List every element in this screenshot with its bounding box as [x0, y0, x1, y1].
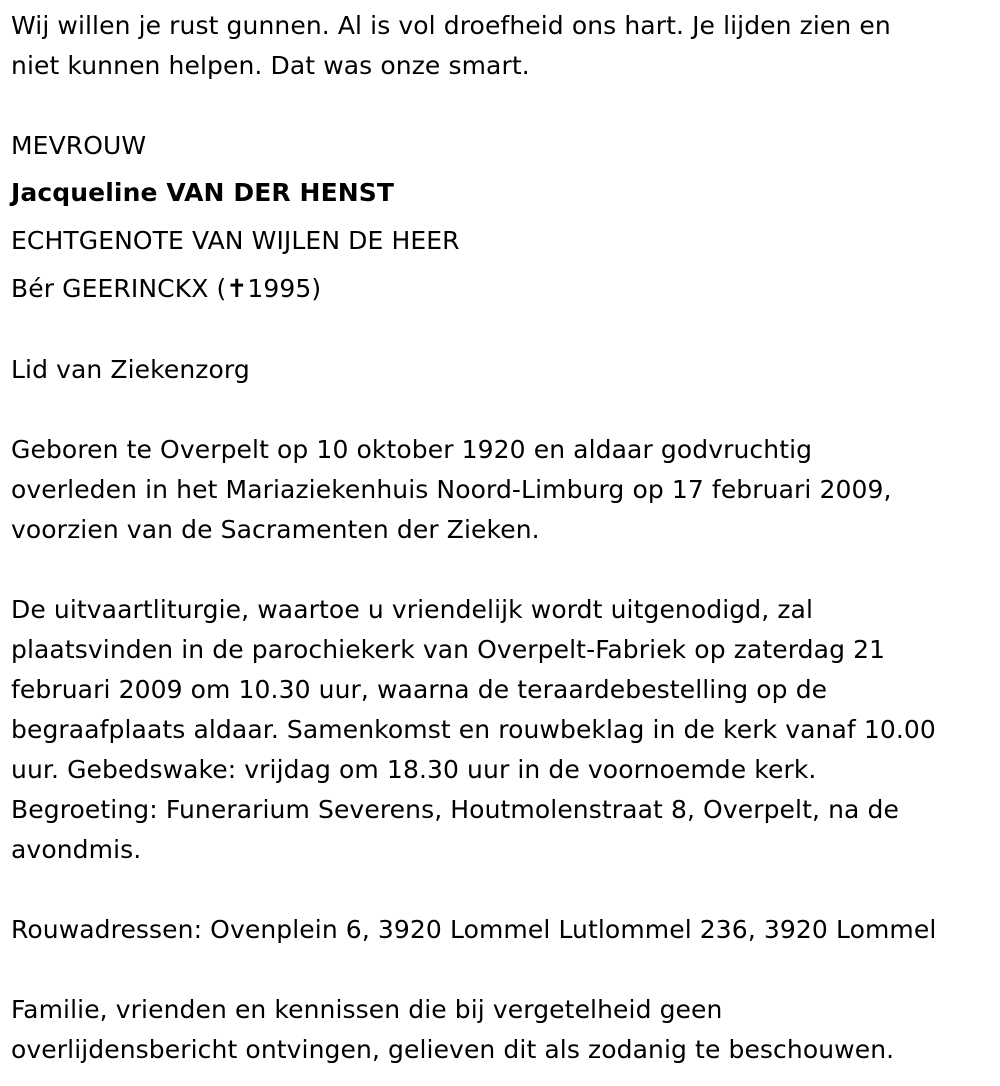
poem-line: Wij willen je rust gunnen. Al is vol droefheid ons hart. Je lijden zien en: [11, 11, 891, 40]
notice-line: overlijdensbericht ontvingen, gelieven dit als zodanig te beschouwen.: [11, 1035, 895, 1064]
birth-death-line: voorzien van de Sacramenten der Zieken.: [11, 515, 540, 544]
funeral-line: uur. Gebedswake: vrijdag om 18.30 uur in de voornoemde kerk.: [11, 755, 817, 784]
title-label: MEVROUW: [11, 131, 147, 160]
membership-text: Lid van Ziekenzorg: [11, 355, 250, 384]
funeral-line: avondmis.: [11, 835, 142, 864]
spouse-line: ECHTGENOTE VAN WIJLEN DE HEER: [11, 226, 460, 255]
funeral-line: februari 2009 om 10.30 uur, waarna de teraardebestelling op de: [11, 675, 828, 704]
funeral-line: De uitvaartliturgie, waartoe u vriendelijk wordt uitgenodigd, zal: [11, 595, 814, 624]
funeral-line: begraafplaats aldaar. Samenkomst en rouwbeklag in de kerk vanaf 10.00: [11, 715, 936, 744]
birth-death-line: Geboren te Overpelt op 10 oktober 1920 en aldaar godvruchtig: [11, 435, 813, 464]
deceased-name: Jacqueline VAN DER HENST: [11, 178, 395, 207]
funeral-line: Begroeting: Funerarium Severens, Houtmolenstraat 8, Overpelt, na de: [11, 795, 899, 824]
spouse-name: Bér GEERINCKX (✝1995): [11, 274, 322, 303]
poem-line: niet kunnen helpen. Dat was onze smart.: [11, 51, 530, 80]
notice-line: Familie, vrienden en kennissen die bij vergetelheid geen: [11, 995, 723, 1024]
birth-death-line: overleden in het Mariaziekenhuis Noord-Limburg op 17 februari 2009,: [11, 475, 892, 504]
funeral-line: plaatsvinden in de parochiekerk van Overpelt-Fabriek op zaterdag 21: [11, 635, 886, 664]
addresses-text: Rouwadressen: Ovenplein 6, 3920 Lommel Lutlommel 236, 3920 Lommel: [11, 915, 937, 944]
